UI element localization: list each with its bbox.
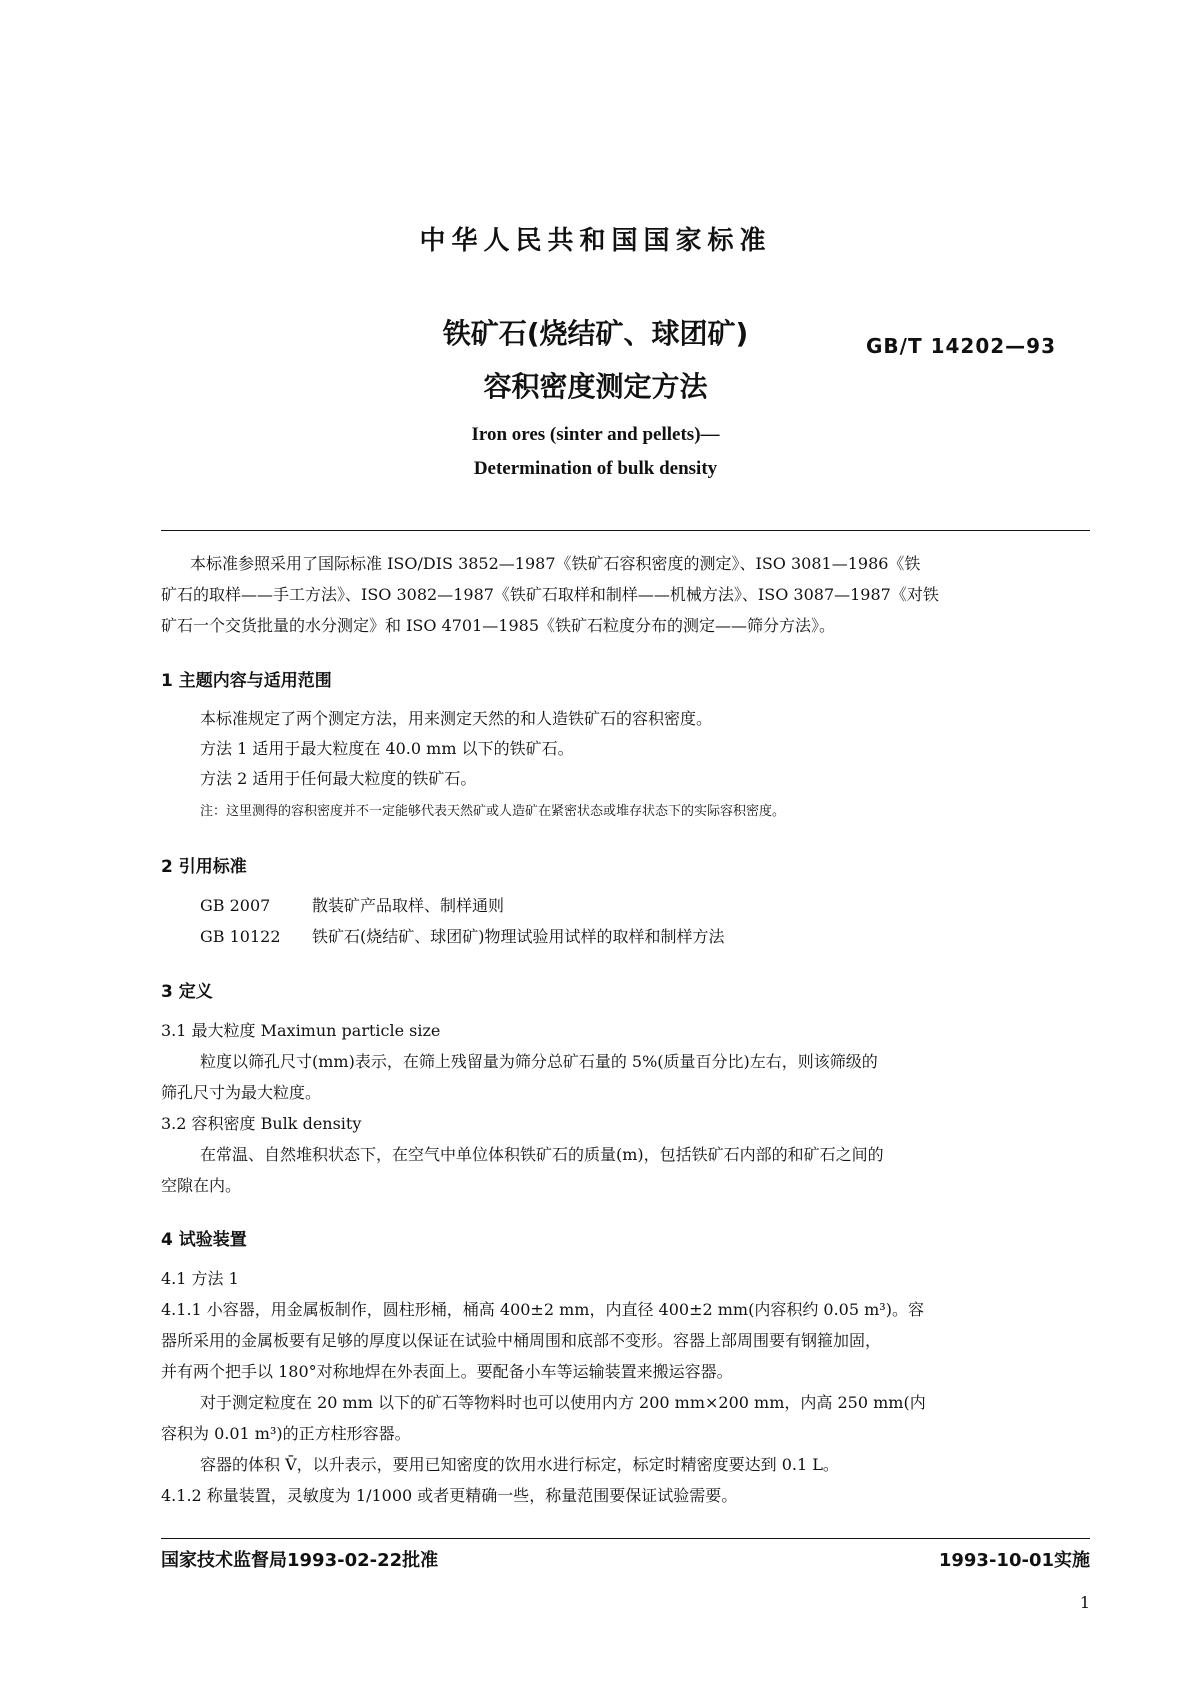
- section-1-line3: 方法 2 适用于任何最大粒度的铁矿石。: [200, 769, 477, 788]
- effective-date: 1993-10-01实施: [938, 1550, 1090, 1571]
- section-1-line2: 方法 1 适用于最大粒度在 40.0 mm 以下的铁矿石。: [200, 739, 574, 758]
- clause-4-1-1-line5: 容积为 0.01 m³)的正方柱形容器。: [161, 1424, 411, 1443]
- clause-4-1-1-line3: 并有两个把手以 180°对称地焊在外表面上。要配备小车等运输装置来搬运容器。: [161, 1362, 733, 1381]
- page-number: 1: [1079, 1593, 1090, 1612]
- clause-4-1-1-line1: 4.1.1 小容器，用金属板制作，圆柱形桶，桶高 400±2 mm，内直径 400±2 mm(内容积约 0.05 m³)。容: [161, 1300, 924, 1319]
- definition-3-1-line2: 筛孔尺寸为最大粒度。: [161, 1083, 322, 1102]
- reference-1-code: GB 2007: [200, 896, 271, 915]
- definition-3-2-line1: 在常温、自然堆积状态下，在空气中单位体积铁矿石的质量(m)，包括铁矿石内部的和矿石之间的: [200, 1145, 884, 1164]
- section-1-heading: 1 主题内容与适用范围: [161, 671, 332, 691]
- standard-number: GB/T 14202—93: [866, 334, 1056, 358]
- definition-3-2-line2: 空隙在内。: [161, 1176, 242, 1195]
- reference-1-title: 散装矿产品取样、制样通则: [312, 896, 505, 915]
- footer-divider: [161, 1538, 1090, 1539]
- document-title-cn-line1: 铁矿石(烧结矿、球团矿): [442, 317, 749, 350]
- document-title-en-line1: Iron ores (sinter and pellets)—: [471, 424, 720, 445]
- clause-4-1-1-line4: 对于测定粒度在 20 mm 以下的矿石等物料时也可以使用内方 200 mm×200 mm，内高 250 mm(内: [200, 1393, 926, 1412]
- clause-4-1-1-line2: 器所采用的金属板要有足够的厚度以保证在试验中桶周围和底部不变形。容器上部周围要有钢箍加固，: [161, 1331, 882, 1350]
- approval-date: 国家技术监督局1993-02-22批准: [161, 1550, 439, 1571]
- section-1-line1: 本标准规定了两个测定方法，用来测定天然的和人造铁矿石的容积密度。: [200, 709, 713, 728]
- document-title-cn-line2: 容积密度测定方法: [483, 370, 708, 403]
- definition-3-2-title: 3.2 容积密度 Bulk density: [161, 1114, 362, 1133]
- preface-line1: 本标准参照采用了国际标准 ISO/DIS 3852—1987《铁矿石容积密度的测定》、ISO 3081—1986《铁: [190, 554, 921, 573]
- preface-line3: 矿石一个交货批量的水分测定》和 ISO 4701—1985《铁矿石粒度分布的测定——筛分方法》。: [161, 616, 836, 635]
- reference-2-code: GB 10122: [200, 927, 281, 946]
- reference-2-title: 铁矿石(烧结矿、球团矿)物理试验用试样的取样和制样方法: [312, 927, 725, 946]
- preface-line2: 矿石的取样——手工方法》、ISO 3082—1987《铁矿石取样和制样——机械方法》、ISO 3087—1987《对铁: [161, 585, 939, 604]
- clause-4-1-1-line6: 容器的体积 V̄，以升表示，要用已知密度的饮用水进行标定，标定时精密度要达到 0.1 L。: [200, 1455, 839, 1474]
- subsection-4-1-title: 4.1 方法 1: [161, 1269, 239, 1288]
- header-divider: [161, 530, 1090, 531]
- document-title-en-line2: Determination of bulk density: [473, 458, 718, 479]
- section-2-heading: 2 引用标准: [161, 857, 247, 877]
- standard-category-title: 中华人民共和国国家标准: [419, 226, 772, 256]
- section-3-heading: 3 定义: [161, 982, 213, 1002]
- section-4-heading: 4 试验装置: [161, 1230, 247, 1250]
- definition-3-1-line1: 粒度以筛孔尺寸(mm)表示，在筛上残留量为筛分总矿石量的 5%(质量百分比)左右，则该筛级的: [200, 1052, 878, 1071]
- section-1-note: 注：这里测得的容积密度并不一定能够代表天然矿或人造矿在紧密状态或堆存状态下的实际容积密度。: [200, 804, 786, 819]
- definition-3-1-title: 3.1 最大粒度 Maximun particle size: [161, 1021, 441, 1040]
- clause-4-1-2-line1: 4.1.2 称量装置，灵敏度为 1/1000 或者更精确一些，称量范围要保证试验需要。: [161, 1486, 738, 1505]
